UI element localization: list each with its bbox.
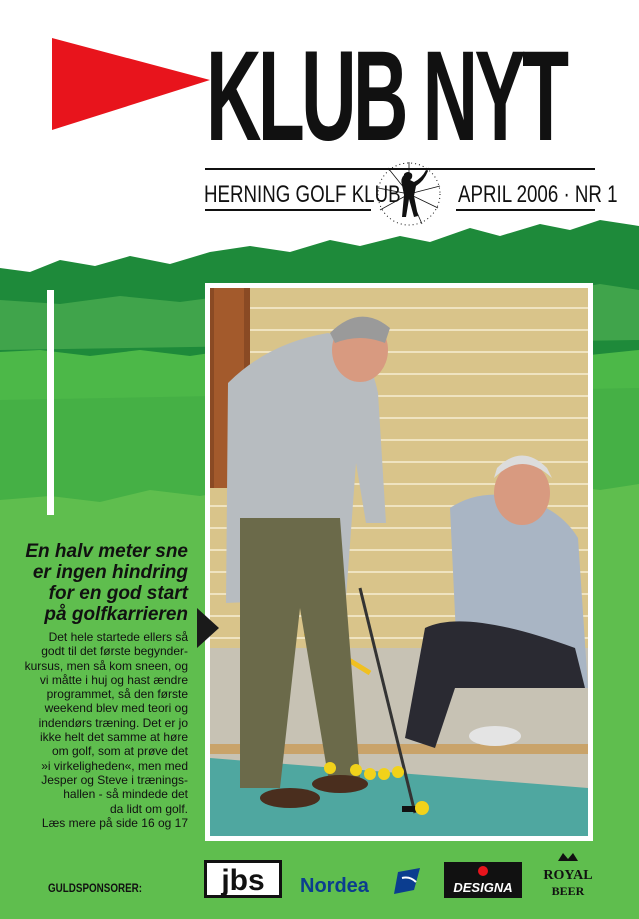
cover-photo: [210, 288, 588, 836]
headline-line: for en god start: [48, 583, 188, 604]
headline-line: En halv meter sne: [25, 541, 188, 562]
headline-line: er ingen hindring: [32, 562, 188, 583]
body-line: hallen - så mindede det: [63, 787, 188, 802]
body-line: »i virkeligheden«, men med: [41, 758, 188, 773]
royal-logo-text-bottom: BEER: [551, 884, 585, 898]
nordea-logo: [300, 866, 424, 898]
nordea-logo-text: Nordea: [300, 875, 369, 897]
jbs-logo: [204, 860, 282, 898]
article-headline: [8, 541, 188, 625]
jbs-logo-text: jbs: [221, 864, 265, 897]
body-line: indendørs træning. Det er jo: [38, 715, 188, 730]
royal-logo-text-top: ROYAL: [543, 868, 593, 883]
body-line: Jesper og Steve i trænings-: [41, 772, 188, 787]
body-line: weekend blev med teori og: [44, 701, 188, 716]
designa-logo: [444, 862, 522, 898]
flag-icon: [52, 38, 212, 130]
royal-beer-logo: [540, 851, 596, 903]
divider-bottom-right: [456, 209, 595, 211]
golfer-logo-icon: [374, 160, 444, 232]
body-line: da lidt om golf.: [109, 801, 188, 816]
body-line: ikke helt det samme at høre: [39, 730, 188, 745]
headline-line: på golfkarrieren: [44, 604, 188, 625]
body-line: godt til det første begynder-: [41, 644, 188, 659]
divider-bottom-left: [205, 209, 371, 211]
body-line: om golf, som at prøve det: [51, 744, 188, 759]
arrow-right-icon: [197, 608, 219, 648]
body-line: kursus, men så kom sneen, og: [24, 658, 188, 673]
sponsors-label: GULDSPONSORER:: [48, 881, 143, 895]
designa-logo-text: DESIGNA: [453, 880, 513, 895]
club-name: HERNING GOLF KLUB: [204, 181, 401, 208]
body-line: vi måtte i huj og hast ændre: [39, 672, 188, 687]
body-line: Det hele startede ellers så: [48, 630, 188, 644]
masthead-title: KLUB NYT: [206, 25, 566, 168]
issue-date: APRIL 2006 · NR 1: [458, 181, 618, 208]
article-body: [14, 630, 188, 816]
read-more-link[interactable]: Læs mere på side 16 og 17: [41, 816, 188, 830]
body-line: programmet, så den første: [46, 687, 188, 702]
